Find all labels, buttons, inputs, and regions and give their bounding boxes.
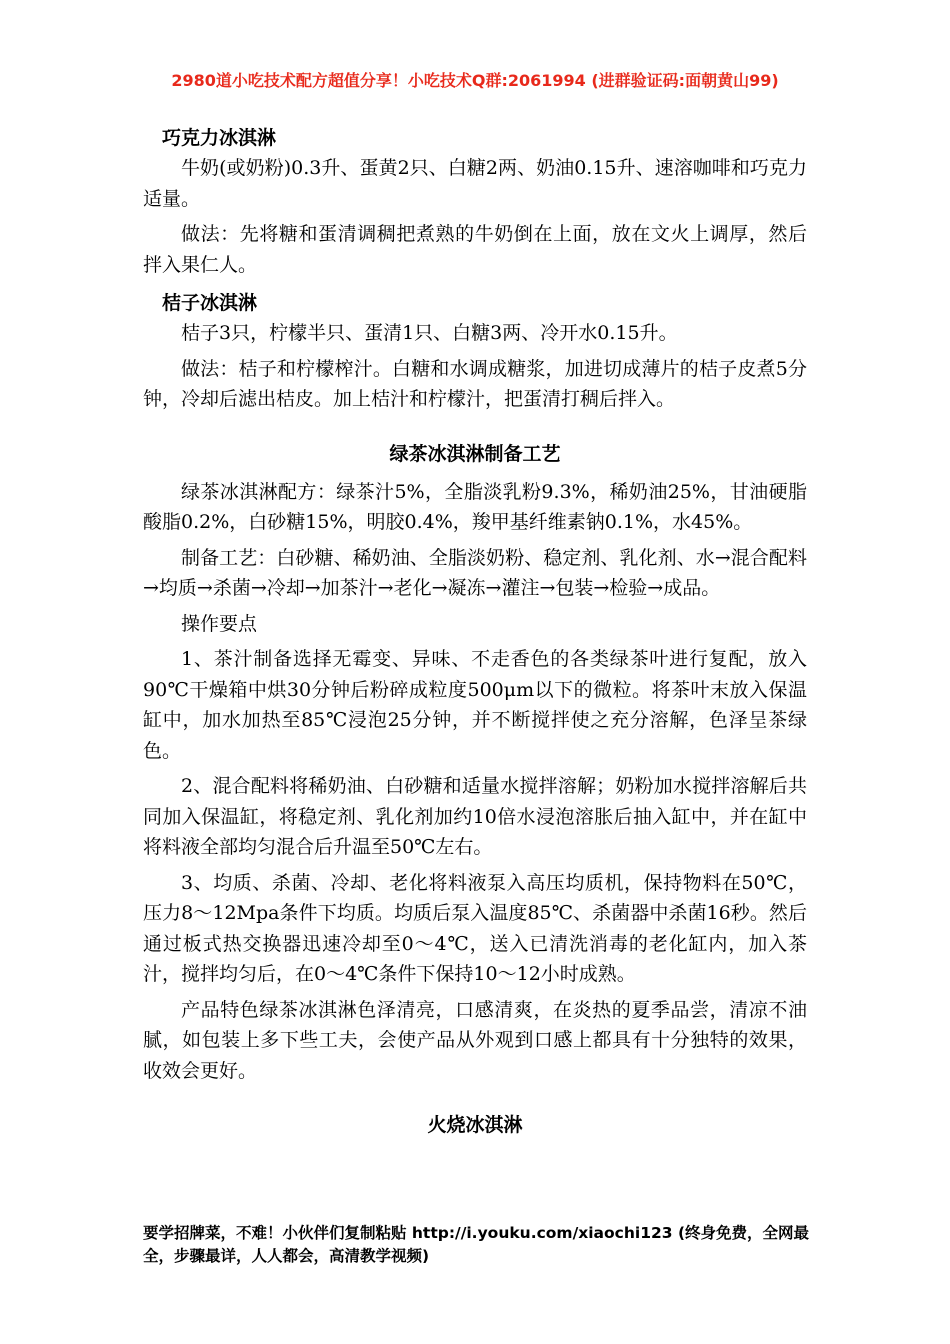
paragraph: 3、均质、杀菌、冷却、老化将料液泵入高压均质机，保持物料在50℃，压力8～12Mpa条件下均质。均质后泵入温度85℃、杀菌器中杀菌16秒。然后通过板式热交换器迅速冷却至0～4℃，送入已清洗消毒的老化缸内，加入茶汁，搅拌均匀后，在0～4℃条件下保持10～12小时成熟。 [143,871,807,985]
section-title-orange-ice-cream: 桔子冰淇淋 [162,292,258,314]
footer-note: 要学招牌菜，不难！小伙伴们复制粘贴 http://i.youku.com/xiaochi123 (终身免费，全网最全，步骤最详，人人都会，高清教学视频) [143,1224,810,1265]
paragraph: 1、茶汁制备选择无霉变、异味、不走香色的各类绿茶叶进行复配，放入90℃干燥箱中烘30分钟后粉碎成粒度500μm以下的微粒。将茶叶末放入保温缸中，加水加热至85℃浸泡25分钟，并不断搅拌使之充分溶解，色泽呈茶绿色。 [143,648,807,762]
paragraph: 制备工艺：白砂糖、稀奶油、全脂淡奶粉、稳定剂、乳化剂、水→混合配料→均质→杀菌→冷却→加茶汁→老化→凝冻→灌注→包装→检验→成品。 [143,546,807,599]
paragraph: 牛奶(或奶粉)0.3升、蛋黄2只、白糖2两、奶油0.15升、速溶咖啡和巧克力适量。 [143,157,807,210]
paragraph: 绿茶冰淇淋配方：绿茶汁5%，全脂淡乳粉9.3%，稀奶油25%，甘油硬脂酸脂0.2%，白砂糖15%，明胶0.4%，羧甲基纤维素钠0.1%，水45%。 [143,480,807,533]
paragraph: 做法：桔子和柠檬榨汁。白糖和水调成糖浆，加进切成薄片的桔子皮煮5分钟，冷却后滤出桔皮。加上桔汁和柠檬汁，把蛋清打稠后拌入。 [143,357,807,410]
paragraph: 做法：先将糖和蛋清调稠把煮熟的牛奶倒在上面，放在文火上调厚，然后拌入果仁人。 [143,223,807,276]
paragraph: 2、混合配料将稀奶油、白砂糖和适量水搅拌溶解；奶粉加水搅拌溶解后共同加入保温缸，将稳定剂、乳化剂加约10倍水浸泡溶胀后抽入缸中，并在缸中将料液全部均匀混合后升温至50℃左右。 [143,775,807,858]
document-body [143,115,807,1148]
paragraph: 桔子3只，柠檬半只、蛋清1只、白糖3两、冷开水0.15升。 [181,322,678,344]
section-title-fire-ice-cream: 火烧冰淇淋 [427,1114,523,1136]
section-title-chocolate-ice-cream: 巧克力冰淇淋 [162,127,277,149]
section-title-green-tea-ice-cream: 绿茶冰淇淋制备工艺 [389,442,561,465]
paragraph-operation-points: 操作要点 [181,612,258,635]
header-banner: 2980道小吃技术配方超值分享！小吃技术Q群:2061994 (进群验证码:面朝黄山99) [171,71,779,90]
paragraph: 产品特色绿茶冰淇淋色泽清亮，口感清爽，在炎热的夏季品尝，清凉不油腻，如包装上多下些工夫，会使产品从外观到口感上都具有十分独特的效果，收效会更好。 [143,998,807,1082]
